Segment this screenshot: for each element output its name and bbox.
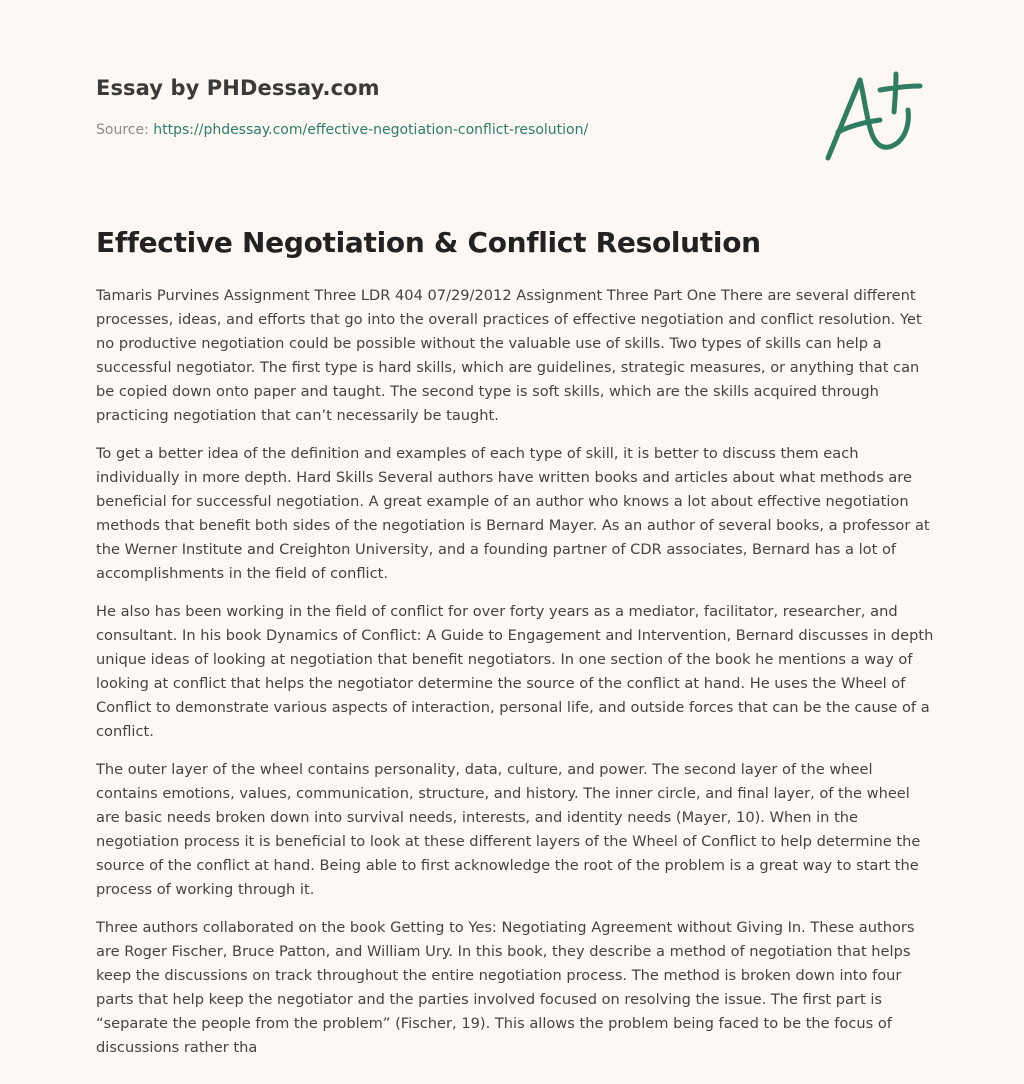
paragraph: The outer layer of the wheel contains personality, data, culture, and power. The second layer of the wheel contains emotions, values, communication, structure, and history. The inner circle, and final layer, of the wheel are basic needs broken down into survival needs, interests, and identity needs (Mayer, 10). When in the negotiation process it is beneficial to look at these different layers of the Wheel of Conflict to help determine the source of the conflict at hand. Being able to first acknowledge the root of the problem is a great way to start the process of working through it. [96,761,921,898]
paragraph: To get a better idea of the definition and examples of each type of skill, it is better to discuss them each individually in more depth. Hard Skills Several authors have written books and articles about what methods are beneficial for successful negotiation. A great example of an author who knows a lot about effective negotiation methods that benefit both sides of the negotiation is Bernard Mayer. As an author of several books, a professor at the Werner Institute and Creighton University, and a founding partner of CDR associates, Bernard has a lot of accomplishments in the field of conflict. [96,445,930,582]
essay-body [96,284,934,1074]
source-label: Source: [96,122,149,138]
brand-title: Essay by PHDessay.com [96,76,380,100]
a-plus-logo-icon [820,66,930,166]
paragraph: Tamaris Purvines Assignment Three LDR 404 07/29/2012 Assignment Three Part One There are several different processes, ideas, and efforts that go into the overall practices of effective negotiation and conflict resolution. Yet no productive negotiation could be possible without the valuable use of skills. Two types of skills can help a successful negotiator. The first type is hard skills, which are guidelines, strategic measures, or anything that can be copied down onto paper and taught. The second type is soft skills, which are the skills acquired through practicing negotiation that can’t necessarily be taught. [96,287,922,424]
paragraph: Three authors collaborated on the book Getting to Yes: Negotiating Agreement without Giving In. These authors are Roger Fischer, Bruce Patton, and William Ury. In this book, they describe a method of negotiation that helps keep the discussions on track throughout the entire negotiation process. The method is broken down into four parts that help keep the negotiator and the parties involved focused on resolving the issue. The first part is “separate the people from the problem” (Fischer, 19). This allows the problem being faced to be the focus of discussions rather tha [96,919,915,1056]
essay-title: Effective Negotiation & Conflict Resolution [96,226,761,259]
source-link[interactable]: https://phdessay.com/effective-negotiation-conflict-resolution/ [153,122,589,138]
essay-header [96,76,816,138]
source-line [96,122,816,138]
paragraph: He also has been working in the field of conflict for over forty years as a mediator, facilitator, researcher, and consultant. In his book Dynamics of Conflict: A Guide to Engagement and Intervention, Bernard discusses in depth unique ideas of looking at negotiation that benefit negotiators. In one section of the book he mentions a way of looking at conflict that helps the negotiator determine the source of the conflict at hand. He uses the Wheel of Conflict to demonstrate various aspects of interaction, personal life, and outside forces that can be the cause of a conflict. [96,603,934,740]
